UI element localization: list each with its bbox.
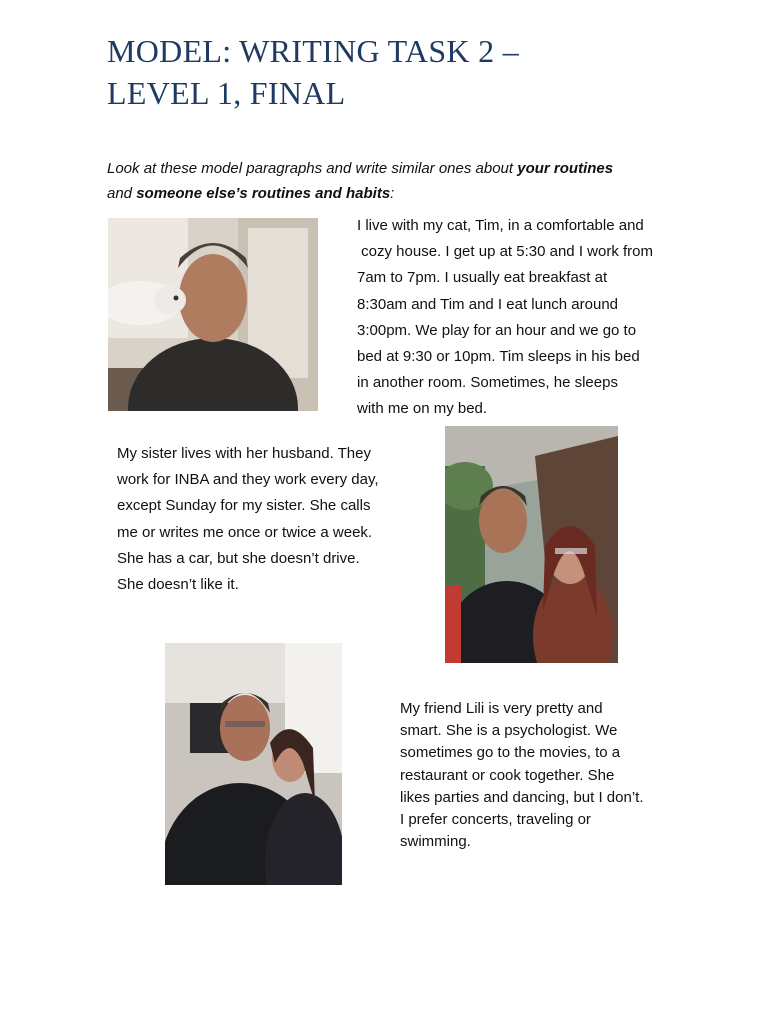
paragraph-line: She has a car, but she doesn’t drive. (117, 549, 360, 567)
page-title (107, 30, 519, 114)
title-line-2: LEVEL 1, FINAL (107, 75, 346, 111)
paragraph-sister (117, 441, 379, 598)
paragraph-my-routine (357, 213, 653, 423)
paragraph-line: smart. She is a psychologist. We (400, 722, 618, 740)
paragraph-friend-lili (400, 698, 644, 853)
intro-bold-2: someone else’s routines and habits (136, 185, 391, 202)
paragraph-line: My friend Lili is very pretty and (400, 700, 603, 717)
paragraph-line: restaurant or cook together. She (400, 766, 615, 784)
paragraph-line: 3:00pm. We play for an hour and we go to (357, 321, 637, 339)
paragraph-line: work for INBA and they work every day, (117, 471, 379, 489)
intro-text-1: Look at these model paragraphs and write similar ones about (107, 160, 518, 177)
title-line-1: MODEL: WRITING TASK 2 – (107, 33, 520, 69)
paragraph-line: My sister lives with her husband. They (117, 445, 371, 462)
photo-man-and-lili (165, 643, 342, 885)
paragraph-line: in another room. Sometimes, he sleeps (357, 374, 618, 392)
paragraph-line: swimming. (400, 833, 471, 851)
paragraph-line: I live with my cat, Tim, in a comfortable and (357, 217, 644, 234)
intro-bold-1: your routines (517, 160, 614, 177)
photo-man-and-sister (445, 426, 618, 663)
paragraph-line: I prefer concerts, traveling or (400, 811, 591, 829)
intro-text-2: and (107, 185, 137, 202)
paragraph-line: She doesn’t like it. (117, 576, 239, 594)
instructions (107, 156, 627, 206)
paragraph-line: with me on my bed. (357, 400, 488, 418)
paragraph-line: cozy house. I get up at 5:30 and I work from (357, 243, 653, 261)
paragraph-line: except Sunday for my sister. She calls (117, 497, 371, 515)
paragraph-line: me or writes me once or twice a week. (117, 523, 373, 541)
paragraph-line: 8:30am and Tim and I eat lunch around (357, 295, 619, 313)
paragraph-line: bed at 9:30 or 10pm. Tim sleeps in his bed (357, 348, 640, 366)
photo-man-with-cat (108, 218, 318, 411)
paragraph-line: 7am to 7pm. I usually eat breakfast at (357, 269, 608, 287)
intro-text-3: : (390, 185, 395, 202)
paragraph-line: sometimes go to the movies, to a (400, 744, 621, 762)
paragraph-line: likes parties and dancing, but I don’t. (400, 788, 644, 806)
